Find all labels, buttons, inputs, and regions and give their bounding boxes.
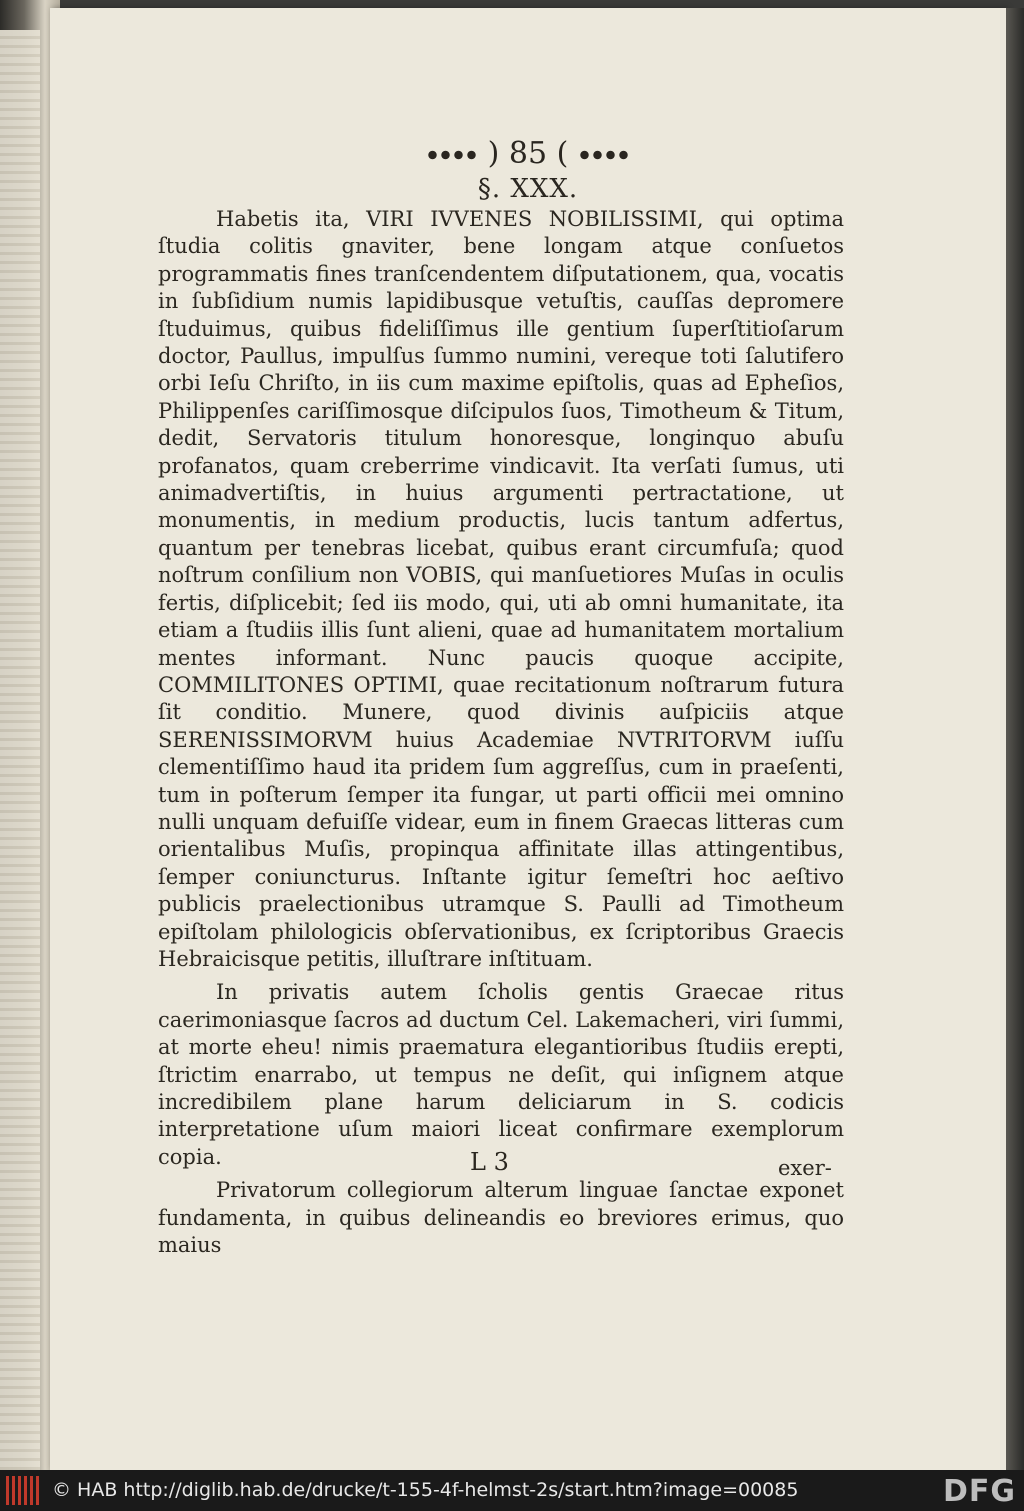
paragraph-1: Habetis ita, VIRI IVVENES NOBILISSIMI, qui optima ſtudia colitis gnaviter, bene longam atque conſuetos programmatis fines tranſcendentem diſputationem, qua, vocatis in ſubſidium numis lapidibusque vetuſtis, cauſſas depromere ſtuduimus, quibus fideliſſimus ille gentium ſuperſtitioſarum doctor, Paullus, impulſus ſummo numini, vereque toti ſalutifero orbi Ieſu Chriſto, in iis cum maxime epiſtolis, quas ad Epheſios, Philippenſes cariſſimosque diſcipulos ſuos, Timotheum & Titum, dedit, Servatoris titulum honoresque, longinquo abuſu profanatos, quam creberrime vindicavit. Ita verſati ſumus, uti animadvertiſtis, in huius argumenti pertractatione, ut monumentis, in medium productis, lucis tantum adfertus, quantum per tenebras licebat, quibus erant circumfuſa; quod noſtrum conſilium non VOBIS, qui manſuetiores Muſas in oculis fertis, diſplicebit; ſed iis modo, qui, uti ab omni humanitate, ita etiam a ſtudiis illis ſunt alieni, quae ad humanitatem mortalium mentes informant. Nunc paucis quoque accipite, COMMILITONES OPTIMI, quae recitationum noſtrarum futura ſit conditio. Munere, quod divinis auſpiciis atque SERENISSIMORVM huius Academiae NVTRITORVM iuſſu clementiſſimo haud ita pridem ſum aggreſſus, cum in praeſenti, tum in poſterum ſemper ita fungar, ut parti officii mei omnino nulli unquam defuiſſe videar, eum in finem Graecas litteras cum orientalibus Muſis, propinqua affinitate illas attingentibus, ſemper coniuncturus. Inſtante igitur ſemeſtri hoc aeſtivo publicis praelectionibus utramque S. Paulli ad Timotheum epiſtolam philologicis obſervationibus, ex ſcriptoribus Graecis Hebraicisque petitis, illuſtrare inſtituam. — [158, 207, 844, 971]
paragraph-3: Privatorum collegiorum alterum linguae ſanctae exponet fundamenta, in quibus delineandis eo breviores erimus, quo maius — [158, 1178, 844, 1258]
catchword: exer- — [778, 1156, 832, 1180]
paragraph-2: In privatis autem ſcholis gentis Graecae ritus caerimoniasque ſacros ad ductum Cel. Lakemacheri, viri ſummi, at morte eheu! nimis praematura elegantioribus ſtudiis erepti, ſtrictim enarrabo, ut tempus ne deſit, qui inſignem atque incredibilem plane harum deliciarum in S. codicis interpretatione uſum maiori liceat confirmare exemplorum copia. — [158, 980, 844, 1169]
page-number: ) 85 ( — [487, 136, 569, 171]
page-header — [50, 136, 1006, 171]
right-ornament-icon — [578, 149, 630, 161]
source-url[interactable]: © HAB http://diglib.hab.de/drucke/t-155-4f-helmst-2s/start.htm?image=00085 — [52, 1479, 799, 1501]
page-stack-edge — [0, 30, 40, 1470]
barcode-icon — [6, 1476, 42, 1505]
dfg-logo: DFG — [942, 1474, 1016, 1509]
viewer-footer — [0, 1470, 1024, 1511]
body-text — [158, 206, 844, 1259]
scanned-page — [50, 8, 1006, 1470]
left-ornament-icon — [426, 149, 478, 161]
signature-mark: L 3 — [470, 1148, 509, 1176]
section-heading: §. XXX. — [477, 174, 579, 204]
